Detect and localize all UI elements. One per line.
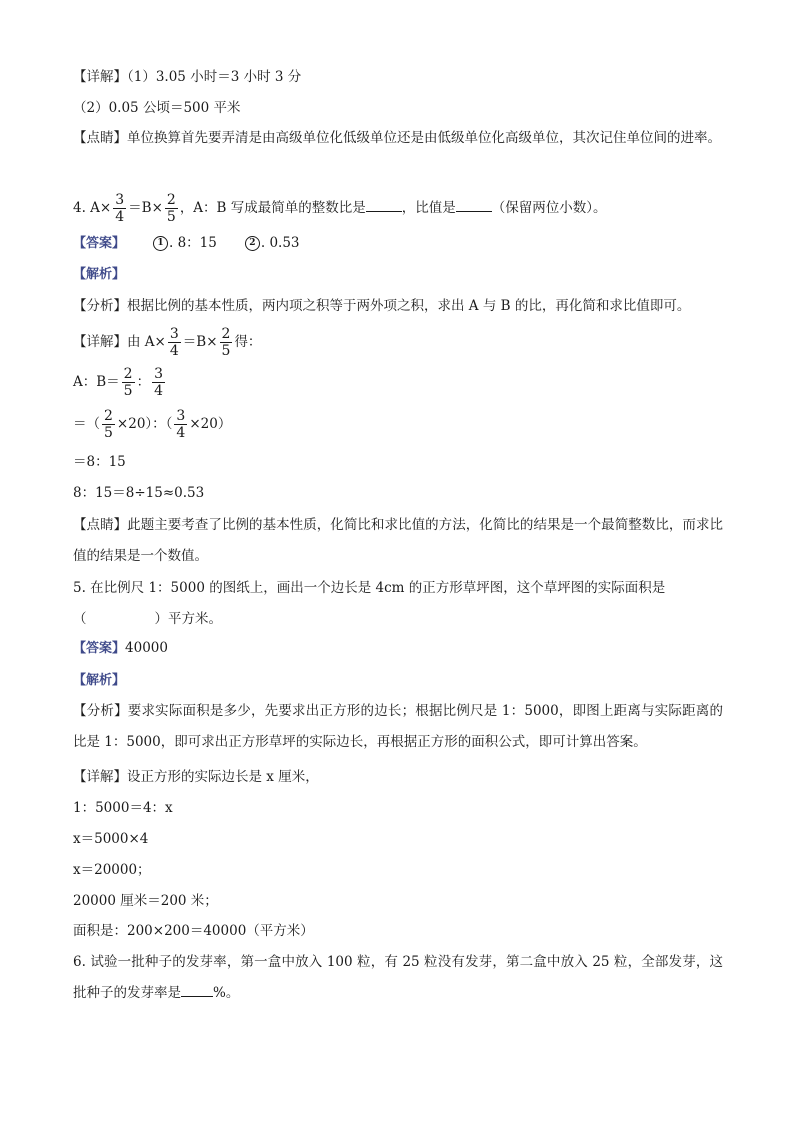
step-text: ＝（: [73, 416, 100, 432]
q5-paren-close: ）平方米。: [154, 611, 222, 627]
remark-paragraph-4: [73, 510, 723, 572]
detail-tag: 【详解】: [73, 769, 127, 785]
fraction-numerator: 3: [169, 326, 179, 342]
fraction-denominator: 5: [166, 209, 176, 225]
fraction-denominator: 5: [123, 383, 133, 399]
fraction-2-5: [220, 326, 233, 359]
detail-tag: 【详解】: [73, 334, 127, 350]
fraction-denominator: 4: [154, 383, 164, 399]
equation-text: x＝5000×4: [73, 831, 149, 847]
analysis-text: 根据比例的基本性质，两内项之积等于两外项之积，求出 A 与 B 的比，再化简和求比值即可。: [127, 298, 691, 314]
q6-end: %。: [213, 985, 240, 1001]
detail-line-2: [73, 99, 241, 117]
q4-part-a: 4. A×: [73, 200, 112, 216]
fraction-2-5: [122, 366, 135, 399]
analysis-heading-5: [73, 671, 125, 690]
q5-paren-open: （: [73, 611, 87, 627]
q4-part-c: ，比值是: [401, 200, 456, 216]
equation-line-5: [73, 922, 314, 940]
analysis-tag: 【解析】: [73, 267, 126, 282]
detail-text: 由 A×: [127, 334, 166, 350]
step-line-3: [73, 453, 126, 471]
detail-line-5: [73, 768, 319, 786]
fraction-2-5: [102, 408, 115, 441]
analysis-heading-4: [73, 265, 125, 284]
step-text-mid: ×20）：（: [116, 416, 173, 432]
question-6: [73, 947, 723, 1009]
step-colon: ：: [136, 374, 151, 390]
answer-tag: 【答案】: [73, 236, 126, 251]
step-line-2: [73, 406, 231, 442]
fraction-denominator: 4: [115, 209, 125, 225]
analysis-paragraph-5: [73, 696, 723, 758]
q6-text: 6. 试验一批种子的发芽率，第一盒中放入 100 粒，有 25 粒没有发芽，第二盒中放入 25 粒，全部发芽，这批种子的发芽率是: [73, 954, 723, 1001]
detail-equals: ＝B×: [182, 334, 218, 350]
analysis-sub-tag: 【分析】: [73, 703, 128, 719]
remark-tag: 【点睛】: [73, 130, 127, 146]
fraction-numerator: 3: [176, 408, 186, 424]
step-line-4: [73, 484, 204, 502]
fraction-numerator: 3: [154, 366, 164, 382]
remark-text: 此题主要考查了比例的基本性质，化简比和求比值的方法，化简比的结果是一个最简整数比，而求比值的结果是一个数值。: [73, 517, 724, 564]
analysis-line-4: [73, 297, 690, 315]
fraction-3-4: [168, 326, 181, 359]
answer-blank: [181, 984, 213, 997]
fraction-numerator: 2: [166, 192, 176, 208]
q4-part-d: （保留两位小数）。: [491, 200, 607, 216]
equation-line-4: [73, 892, 218, 910]
detail-line-4: [73, 324, 261, 360]
remark-text: 单位换算首先要弄清是由高级单位化低级单位还是由低级单位化高级单位，其次记住单位间的进率。: [127, 130, 721, 146]
fraction-numerator: 2: [104, 408, 113, 424]
answer-tag: 【答案】: [73, 641, 126, 656]
question-5: [73, 573, 723, 635]
analysis-sub-tag: 【分析】: [73, 298, 127, 314]
fraction-3-4: [152, 366, 165, 399]
circled-number-2: 2: [245, 236, 260, 251]
equation-line-3: [73, 861, 151, 879]
detail-tag: 【详解】: [73, 69, 127, 85]
fraction-3-4: [174, 408, 187, 441]
remark-paragraph-1: [73, 123, 723, 154]
detail-text: （1）3.05 小时＝3 小时 3 分: [127, 69, 302, 85]
step-text: ＝8：15: [73, 454, 126, 470]
q5-text: 5. 在比例尺 1：5000 的图纸上，画出一个边长是 4cm 的正方形草坪图，这个草坪图的实际面积是: [73, 580, 666, 596]
remark-tag: 【点睛】: [73, 517, 128, 533]
step-text-end: ×20）: [189, 416, 232, 432]
fraction-denominator: 4: [169, 343, 179, 359]
equation-line-1: [73, 799, 173, 817]
step-text: 8：15＝8÷15≈0.53: [73, 485, 205, 501]
answer-blank-1: [366, 199, 402, 212]
circled-number-1: 1: [153, 236, 168, 251]
fraction-numerator: 2: [123, 366, 133, 382]
q4-part-b: ，A：B 写成最简单的整数比是: [179, 200, 366, 216]
question-4: [73, 190, 607, 226]
fraction-denominator: 4: [176, 425, 186, 441]
detail-text-2: （2）0.05 公顷＝500 平米: [73, 100, 241, 116]
equation-line-2: [73, 830, 148, 848]
answer-value-2: . 0.53: [260, 235, 300, 251]
answer-blank-2: [456, 199, 492, 212]
equation-text: 20000 厘米＝200 米；: [73, 893, 218, 909]
fraction-3-4: [113, 192, 126, 225]
detail-end: 得：: [234, 334, 262, 350]
q4-equals: ＝B×: [128, 200, 163, 216]
detail-text: 设正方形的实际边长是 x 厘米，: [127, 769, 319, 785]
step-text: A：B＝: [73, 374, 120, 390]
fraction-denominator: 5: [221, 343, 231, 359]
equation-text: 1：5000＝4：x: [73, 800, 173, 816]
equation-text: x＝20000；: [73, 862, 151, 878]
fraction-numerator: 2: [221, 326, 231, 342]
step-line-1: [73, 364, 167, 400]
detail-line-1: [73, 68, 301, 86]
answer-line-5: [73, 639, 168, 658]
answer-line-4: [73, 234, 300, 253]
fraction-2-5: [165, 192, 178, 225]
answer-value-1: . 8：15: [169, 235, 217, 251]
analysis-text: 要求实际面积是多少，先要求出正方形的边长；根据比例尺是 1：5000，即图上距离与实际距离的比是 1：5000，即可求出正方形草坪的实际边长，再根据正方形的面积公式，即可计算出答案。: [73, 703, 723, 750]
analysis-tag: 【解析】: [73, 673, 126, 688]
answer-value: 40000: [125, 640, 168, 656]
equation-text: 面积是：200×200＝40000（平方米）: [73, 923, 314, 939]
fraction-numerator: 3: [115, 192, 125, 208]
fraction-denominator: 5: [104, 425, 113, 441]
